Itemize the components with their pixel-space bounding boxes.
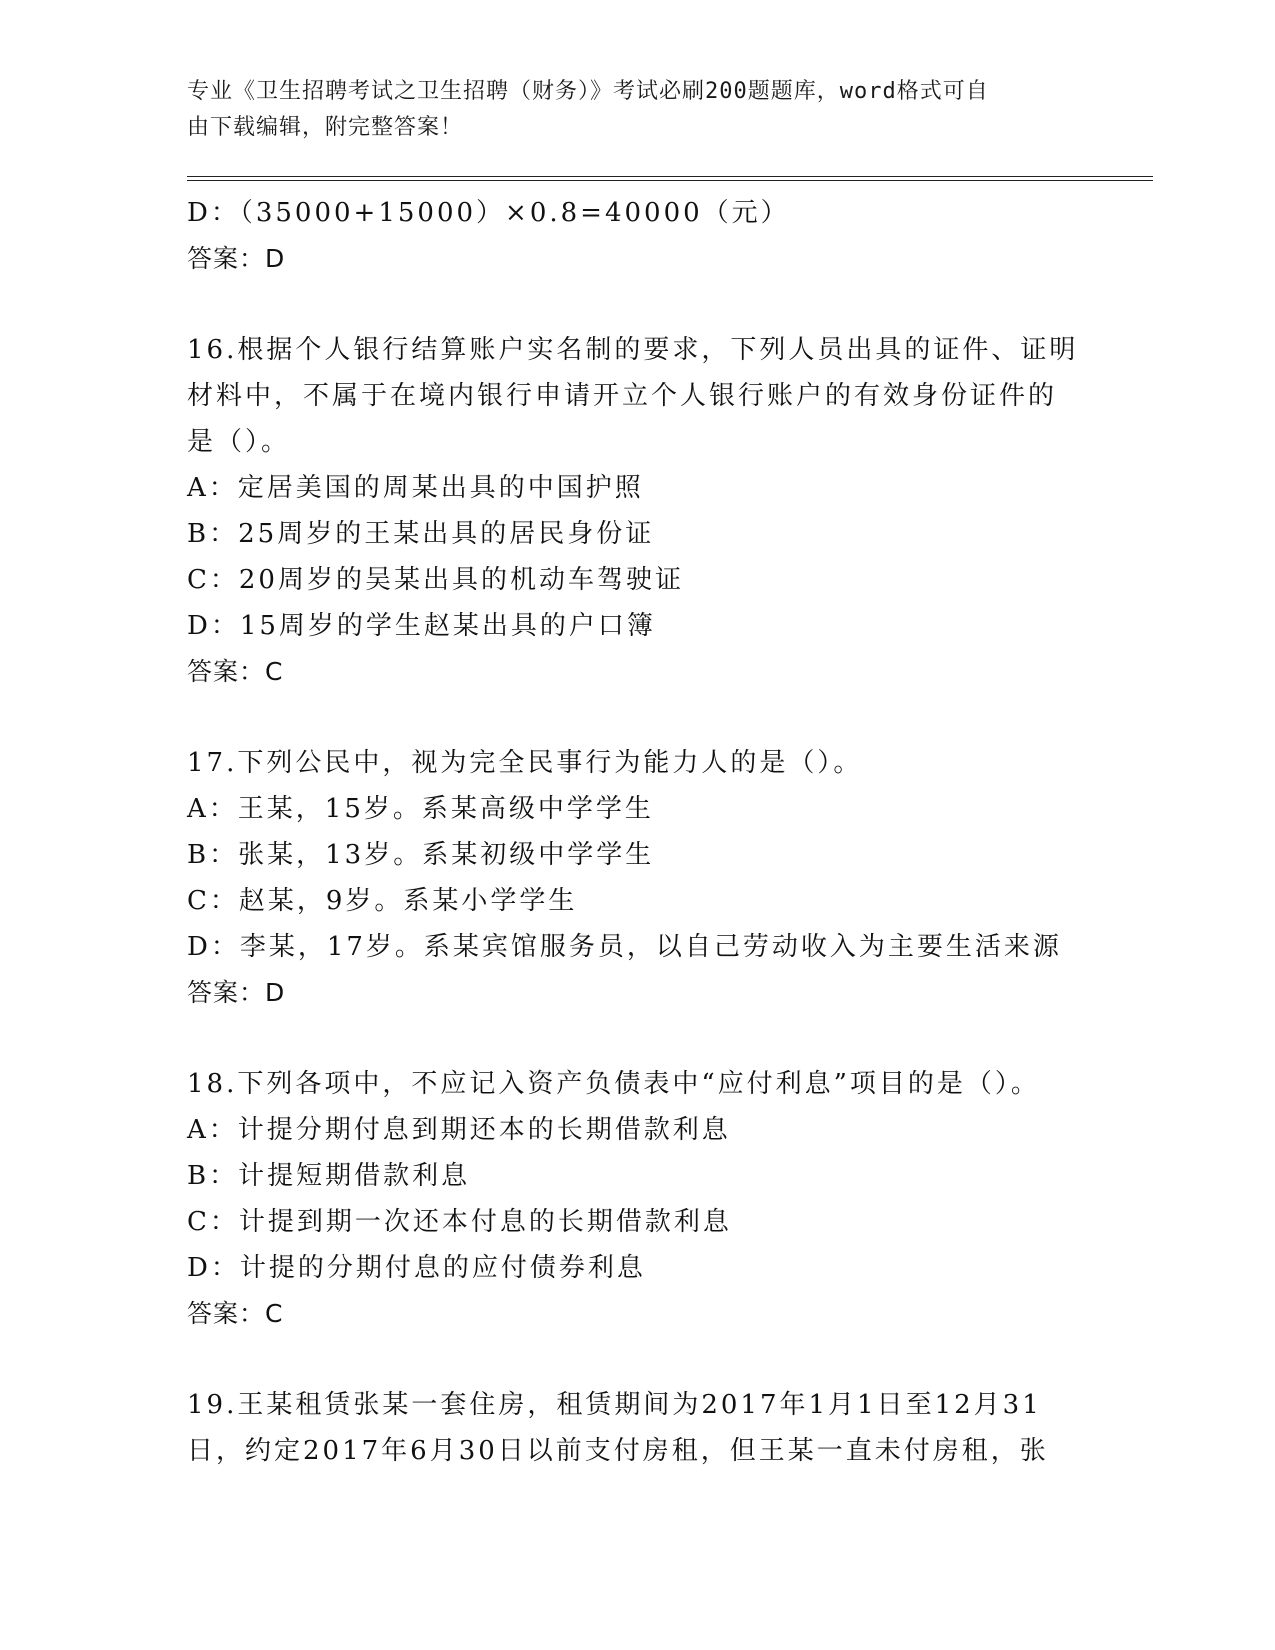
q16-stem-line-3: 是（）。 — [187, 427, 291, 457]
q17-answer: 答案：D — [187, 978, 286, 1007]
header-title-line-2: 由下载编辑，附完整答案！ — [187, 115, 464, 140]
q18-option-c: C：计提到期一次还本付息的长期借款利息 — [187, 1207, 732, 1237]
q16-option-d: D：15周岁的学生赵某出具的户口簿 — [187, 611, 656, 641]
prev-option-d: D：（35000+15000）×0.8=40000（元） — [187, 198, 790, 228]
q19-stem-line-2: 日，约定2017年6月30日以前支付房租，但王某一直未付房租，张 — [187, 1436, 1049, 1466]
q17-option-d: D：李某，17岁。系某宾馆服务员，以自己劳动收入为主要生活来源 — [187, 932, 1062, 962]
q18-stem-line-1: 18.下列各项中，不应记入资产负债表中“应付利息”项目的是（）。 — [187, 1069, 1040, 1099]
q17-stem-line-1: 17.下列公民中，视为完全民事行为能力人的是（）。 — [187, 748, 863, 778]
q16-option-a: A：定居美国的周某出具的中国护照 — [187, 473, 644, 503]
q16-option-b: B：25周岁的王某出具的居民身份证 — [187, 519, 655, 549]
page-header — [187, 74, 1077, 146]
question-17 — [187, 740, 1087, 1016]
q17-option-a: A：王某，15岁。系某高级中学学生 — [187, 794, 654, 824]
q17-option-c: C：赵某，9岁。系某小学学生 — [187, 886, 578, 916]
q18-answer: 答案：C — [187, 1299, 284, 1328]
q18-option-b: B：计提短期借款利息 — [187, 1161, 471, 1191]
q16-option-c: C：20周岁的吴某出具的机动车驾驶证 — [187, 565, 684, 595]
q16-stem-line-2: 材料中，不属于在境内银行申请开立个人银行账户的有效身份证件的 — [187, 381, 1058, 411]
header-title-line-1: 专业《卫生招聘考试之卫生招聘（财务）》考试必刷200题题库，word格式可自 — [187, 79, 989, 104]
q19-stem-line-1: 19.王某租赁张某一套住房，租赁期间为2017年1月1日至12月31 — [187, 1390, 1042, 1420]
question-18 — [187, 1061, 1087, 1337]
question-16 — [187, 327, 1087, 695]
q18-option-a: A：计提分期付息到期还本的长期借款利息 — [187, 1115, 731, 1145]
q16-answer: 答案：C — [187, 657, 284, 686]
question-content — [187, 190, 1087, 1474]
prev-answer: 答案：D — [187, 244, 286, 273]
header-divider — [187, 176, 1153, 182]
q18-option-d: D：计提的分期付息的应付债券利息 — [187, 1253, 646, 1283]
q16-stem-line-1: 16.根据个人银行结算账户实名制的要求，下列人员出具的证件、证明 — [187, 335, 1079, 365]
q17-option-b: B：张某，13岁。系某初级中学学生 — [187, 840, 655, 870]
question-19 — [187, 1382, 1087, 1474]
